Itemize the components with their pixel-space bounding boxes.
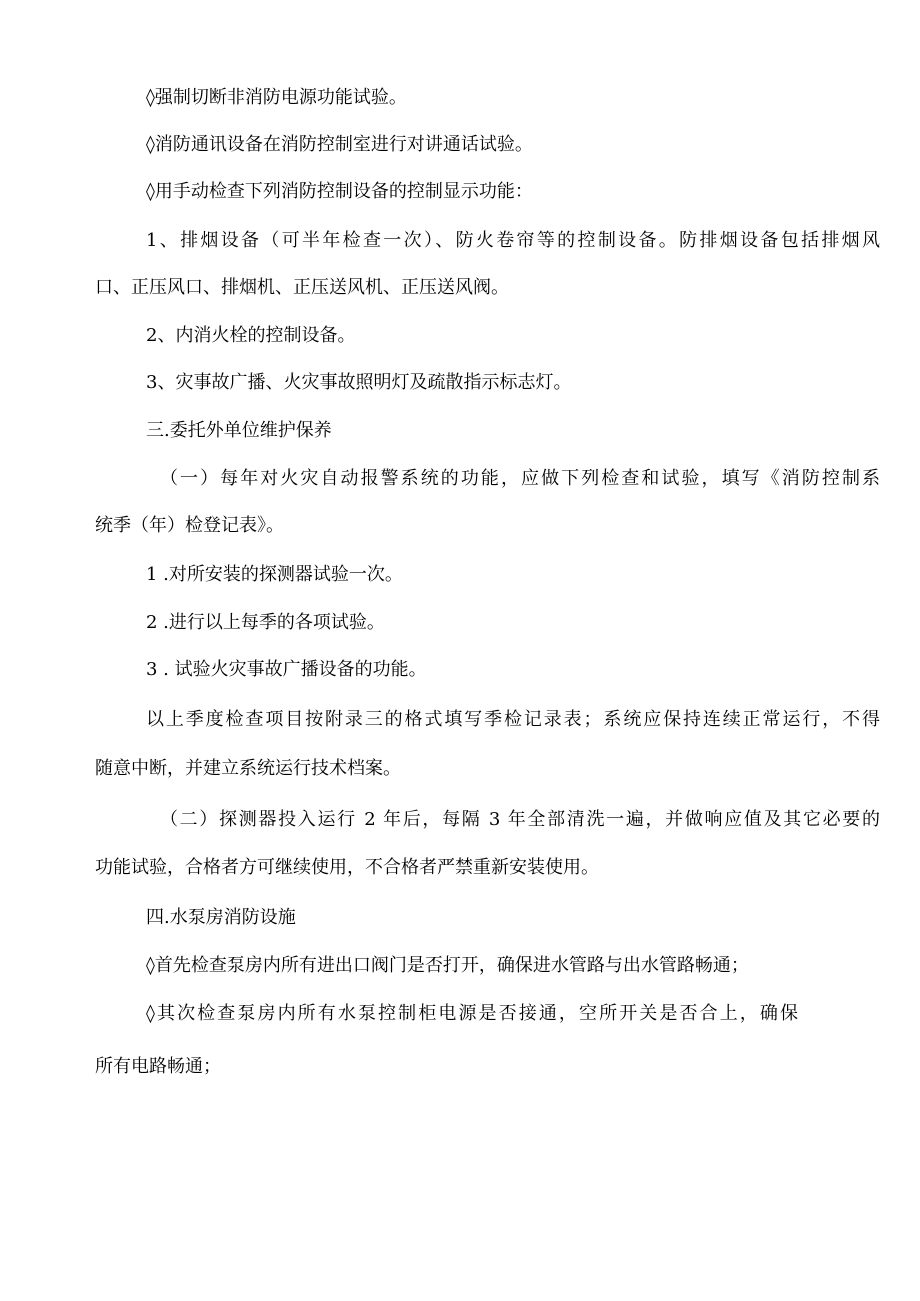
item-1-smoke-exhaust: 1、排烟设备（可半年检查一次）、防火卷帘等的控制设备。防排烟设备包括排烟风 (146, 230, 880, 251)
item-3-broadcast: 3、灾事故广播、火灾事故照明灯及疏散指示标志灯。 (146, 372, 572, 393)
quarterly-paragraph: 以上季度检查项目按附录三的格式填写季检记录表；系统应保持连续正常运行，不得 (146, 709, 880, 730)
bullet-power-continued: 所有电路畅通； (95, 1056, 221, 1077)
list-item-3: 3 . 试验火灾事故广播设备的功能。 (146, 659, 427, 680)
subsection-2-continued: 功能试验，合格者方可继续使用，不合格者严禁重新安装使用。 (95, 857, 599, 878)
section-4-heading: 四.水泵房消防设施 (146, 907, 296, 928)
subsection-2-paragraph: （二）探测器投入运行 2 年后，每隔 3 年全部清洗一遍，并做响应值及其它必要的 (160, 809, 880, 830)
section-3-heading: 三.委托外单位维护保养 (146, 420, 332, 441)
list-item-2: 2 .进行以上每季的各项试验。 (146, 612, 385, 633)
item-2-hydrant: 2、内消火栓的控制设备。 (146, 325, 356, 346)
subsection-1-paragraph: （一）每年对火灾自动报警系统的功能，应做下列检查和试验，填写《消防控制系 (160, 468, 880, 489)
item-1-continued: 口、正压风口、排烟机、正压送风机、正压送风阀。 (95, 277, 509, 298)
subsection-1-continued: 统季（年）检登记表》。 (95, 515, 284, 536)
quarterly-continued: 随意中断，并建立系统运行技术档案。 (95, 758, 401, 779)
bullet-valves-check: ◊首先检查泵房内所有进出口阀门是否打开，确保进水管路与出水管路畅通； (146, 955, 749, 976)
bullet-intercom-test: ◊消防通讯设备在消防控制室进行对讲通话试验。 (146, 134, 533, 155)
bullet-power-check: ◊其次检查泵房内所有水泵控制柜电源是否接通，空所开关是否合上，确保 (146, 1003, 798, 1024)
bullet-manual-check: ◊用手动检查下列消防控制设备的控制显示功能： (146, 181, 533, 202)
bullet-force-cut-power: ◊强制切断非消防电源功能试验。 (146, 87, 407, 108)
list-item-1: 1 .对所安装的探测器试验一次。 (146, 564, 403, 585)
